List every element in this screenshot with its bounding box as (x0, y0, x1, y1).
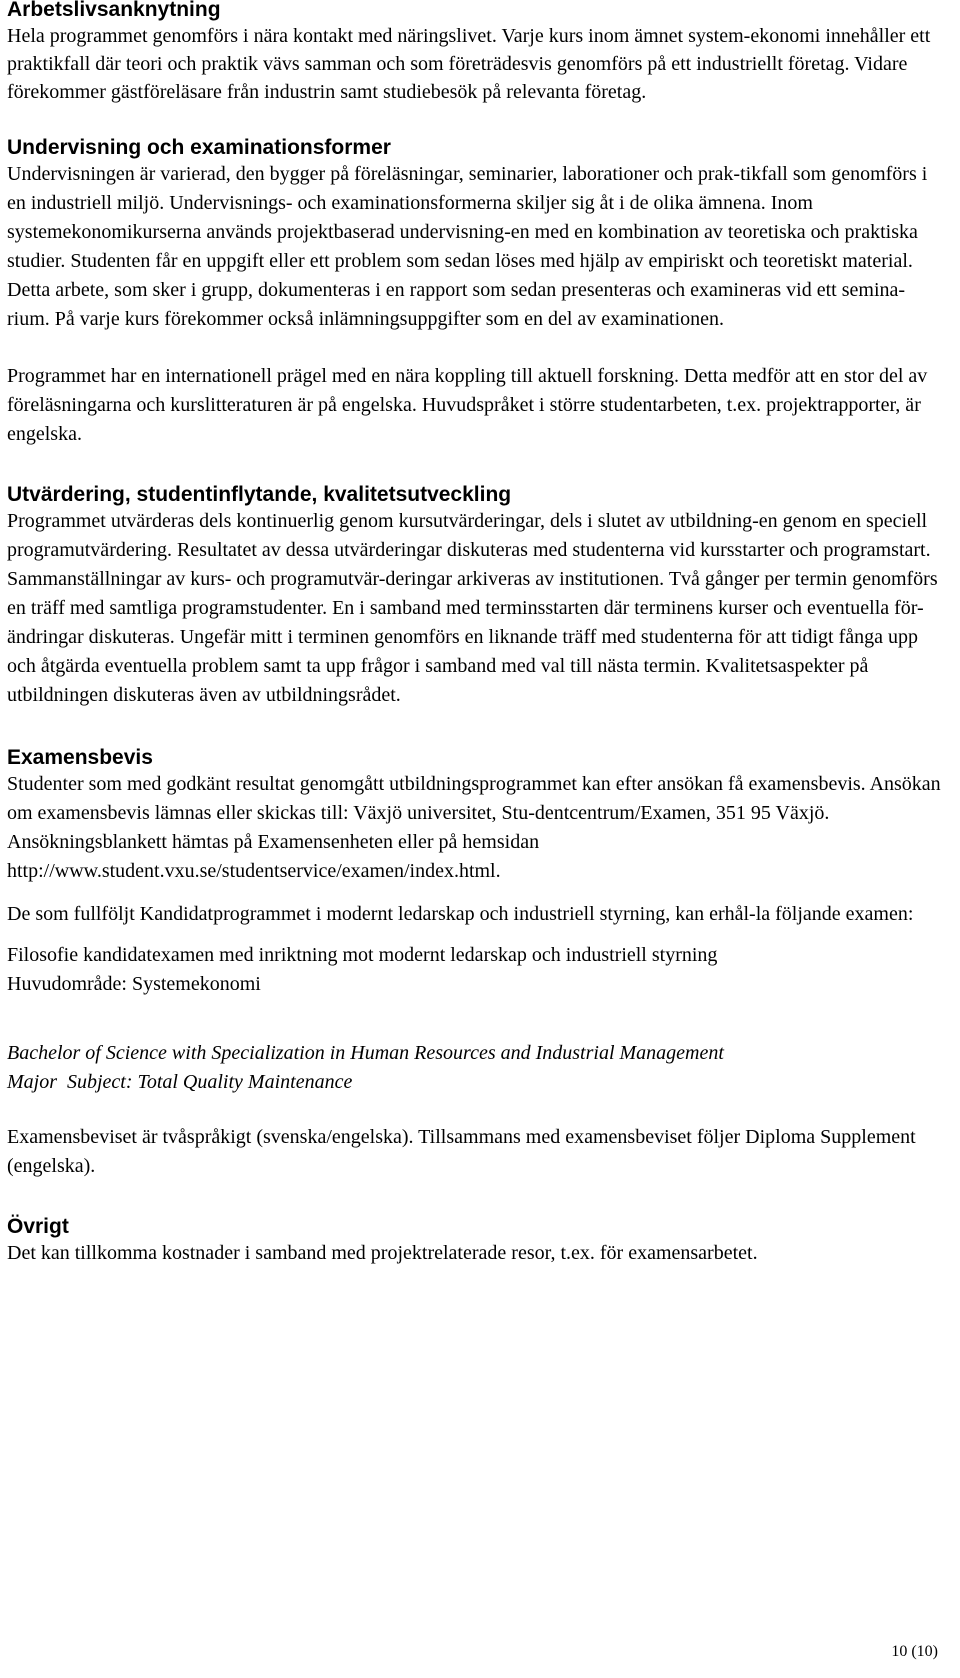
paragraph: Programmet utvärderas dels kontinuerlig genom kursutvärderingar, dels i slutet av utbildning-en genom en speciell programutvärdering. Resultatet av dessa utvärderingar diskuteras med studenterna vid kursstarter och programstart. Sammanställningar av kurs- och programutvär-deringar arkiveras av institutionen. Två gånger per termin genomförs en träff med samtliga programstudenter. En i samband med terminsstarten där terminens kurser och eventuella för-ändringar diskuteras. Ungefär mitt i terminen genomförs en liknande träff med studenterna för att tidigt fånga upp och åtgärda eventuella problem samt ta upp frågor i samband med val till nästa termin. Kvalitetsaspekter på utbildningen diskuteras även av utbildningsrådet. (7, 510, 938, 706)
document-page (7, 0, 947, 1268)
section-heading: Undervisning och examinationsformer (7, 136, 391, 159)
section-arbetslivsanknytning (7, 0, 947, 106)
page-number: 10 (10) (891, 1643, 938, 1660)
degree-title-english: Bachelor of Science with Specialization in Human Resources and Industrial Management (7, 1042, 724, 1064)
paragraph: Studenter som med godkänt resultat genomgått utbildningsprogrammet kan efter ansökan få examensbevis. Ansökan om examensbevis lämnas eller skickas till: Växjö universitet, Stu-dentcentrum/Examen, 351 95 Växjö. Ansökningsblankett hämtas på Examensenheten eller på hemsidan http://www.student.vxu.se/studentservice/examen/index.html. (7, 773, 941, 882)
main-subject: Huvudområde: Systemekonomi (7, 973, 261, 995)
paragraph: De som fullföljt Kandidatprogrammet i modernt ledarskap och industriell styrning, kan erhål-la följande examen: (7, 903, 914, 925)
degree-title: Filosofie kandidatexamen med inriktning mot modernt ledarskap och industriell styrning (7, 944, 718, 966)
section-heading: Utvärdering, studentinflytande, kvalitetsutveckling (7, 483, 512, 506)
section-heading: Examensbevis (7, 746, 153, 769)
section-undervisning (7, 136, 947, 449)
section-examensbevis (7, 746, 947, 1181)
paragraph: Undervisningen är varierad, den bygger på föreläsningar, seminarier, laborationer och prak-tikfall som genomförs i en industriell miljö. Undervisnings- och examinationsformerna skiljer sig åt i de olika ämnena. Inom systemekonomikurserna används projektbaserad undervisning-en med en kombination av teoretiska och praktiska studier. Studenten får en uppgift eller ett problem som sedan löses med hjälp av empiriskt och teoretiskt material. Detta arbete, som sker i grupp, dokumenteras i en rapport som sedan presenteras och examineras vid ett semina-rium. På varje kurs förekommer också inlämningsuppgifter som en del av examinationen. (7, 163, 928, 330)
paragraph: Programmet har en internationell prägel med en nära koppling till aktuell forskning. Detta medför att en stor del av föreläsningarna och kurslitteraturen är på engelska. Huvudspråket i större studentarbeten, t.ex. projektrapporter, är engelska. (7, 365, 928, 445)
section-utvardering (7, 483, 947, 710)
paragraph: Examensbeviset är tvåspråkigt (svenska/engelska). Tillsammans med examensbeviset följer Diploma Supplement (engelska). (7, 1126, 916, 1177)
section-heading: Arbetslivsanknytning (7, 0, 221, 21)
paragraph: Hela programmet genomförs i nära kontakt med näringslivet. Varje kurs inom ämnet system-ekonomi innehåller ett praktikfall där teori och praktik vävs samman och som företrädesvis genomförs på ett industriellt företag. Vidare förekommer gästföreläsare från industrin samt studiebesök på relevanta företag. (7, 25, 931, 103)
section-heading: Övrigt (7, 1215, 69, 1238)
major-subject-english: Major Subject: Total Quality Maintenance (7, 1071, 353, 1093)
paragraph: Det kan tillkomma kostnader i samband med projektrelaterade resor, t.ex. för examensarbetet. (7, 1242, 758, 1264)
section-ovrigt (7, 1215, 947, 1268)
